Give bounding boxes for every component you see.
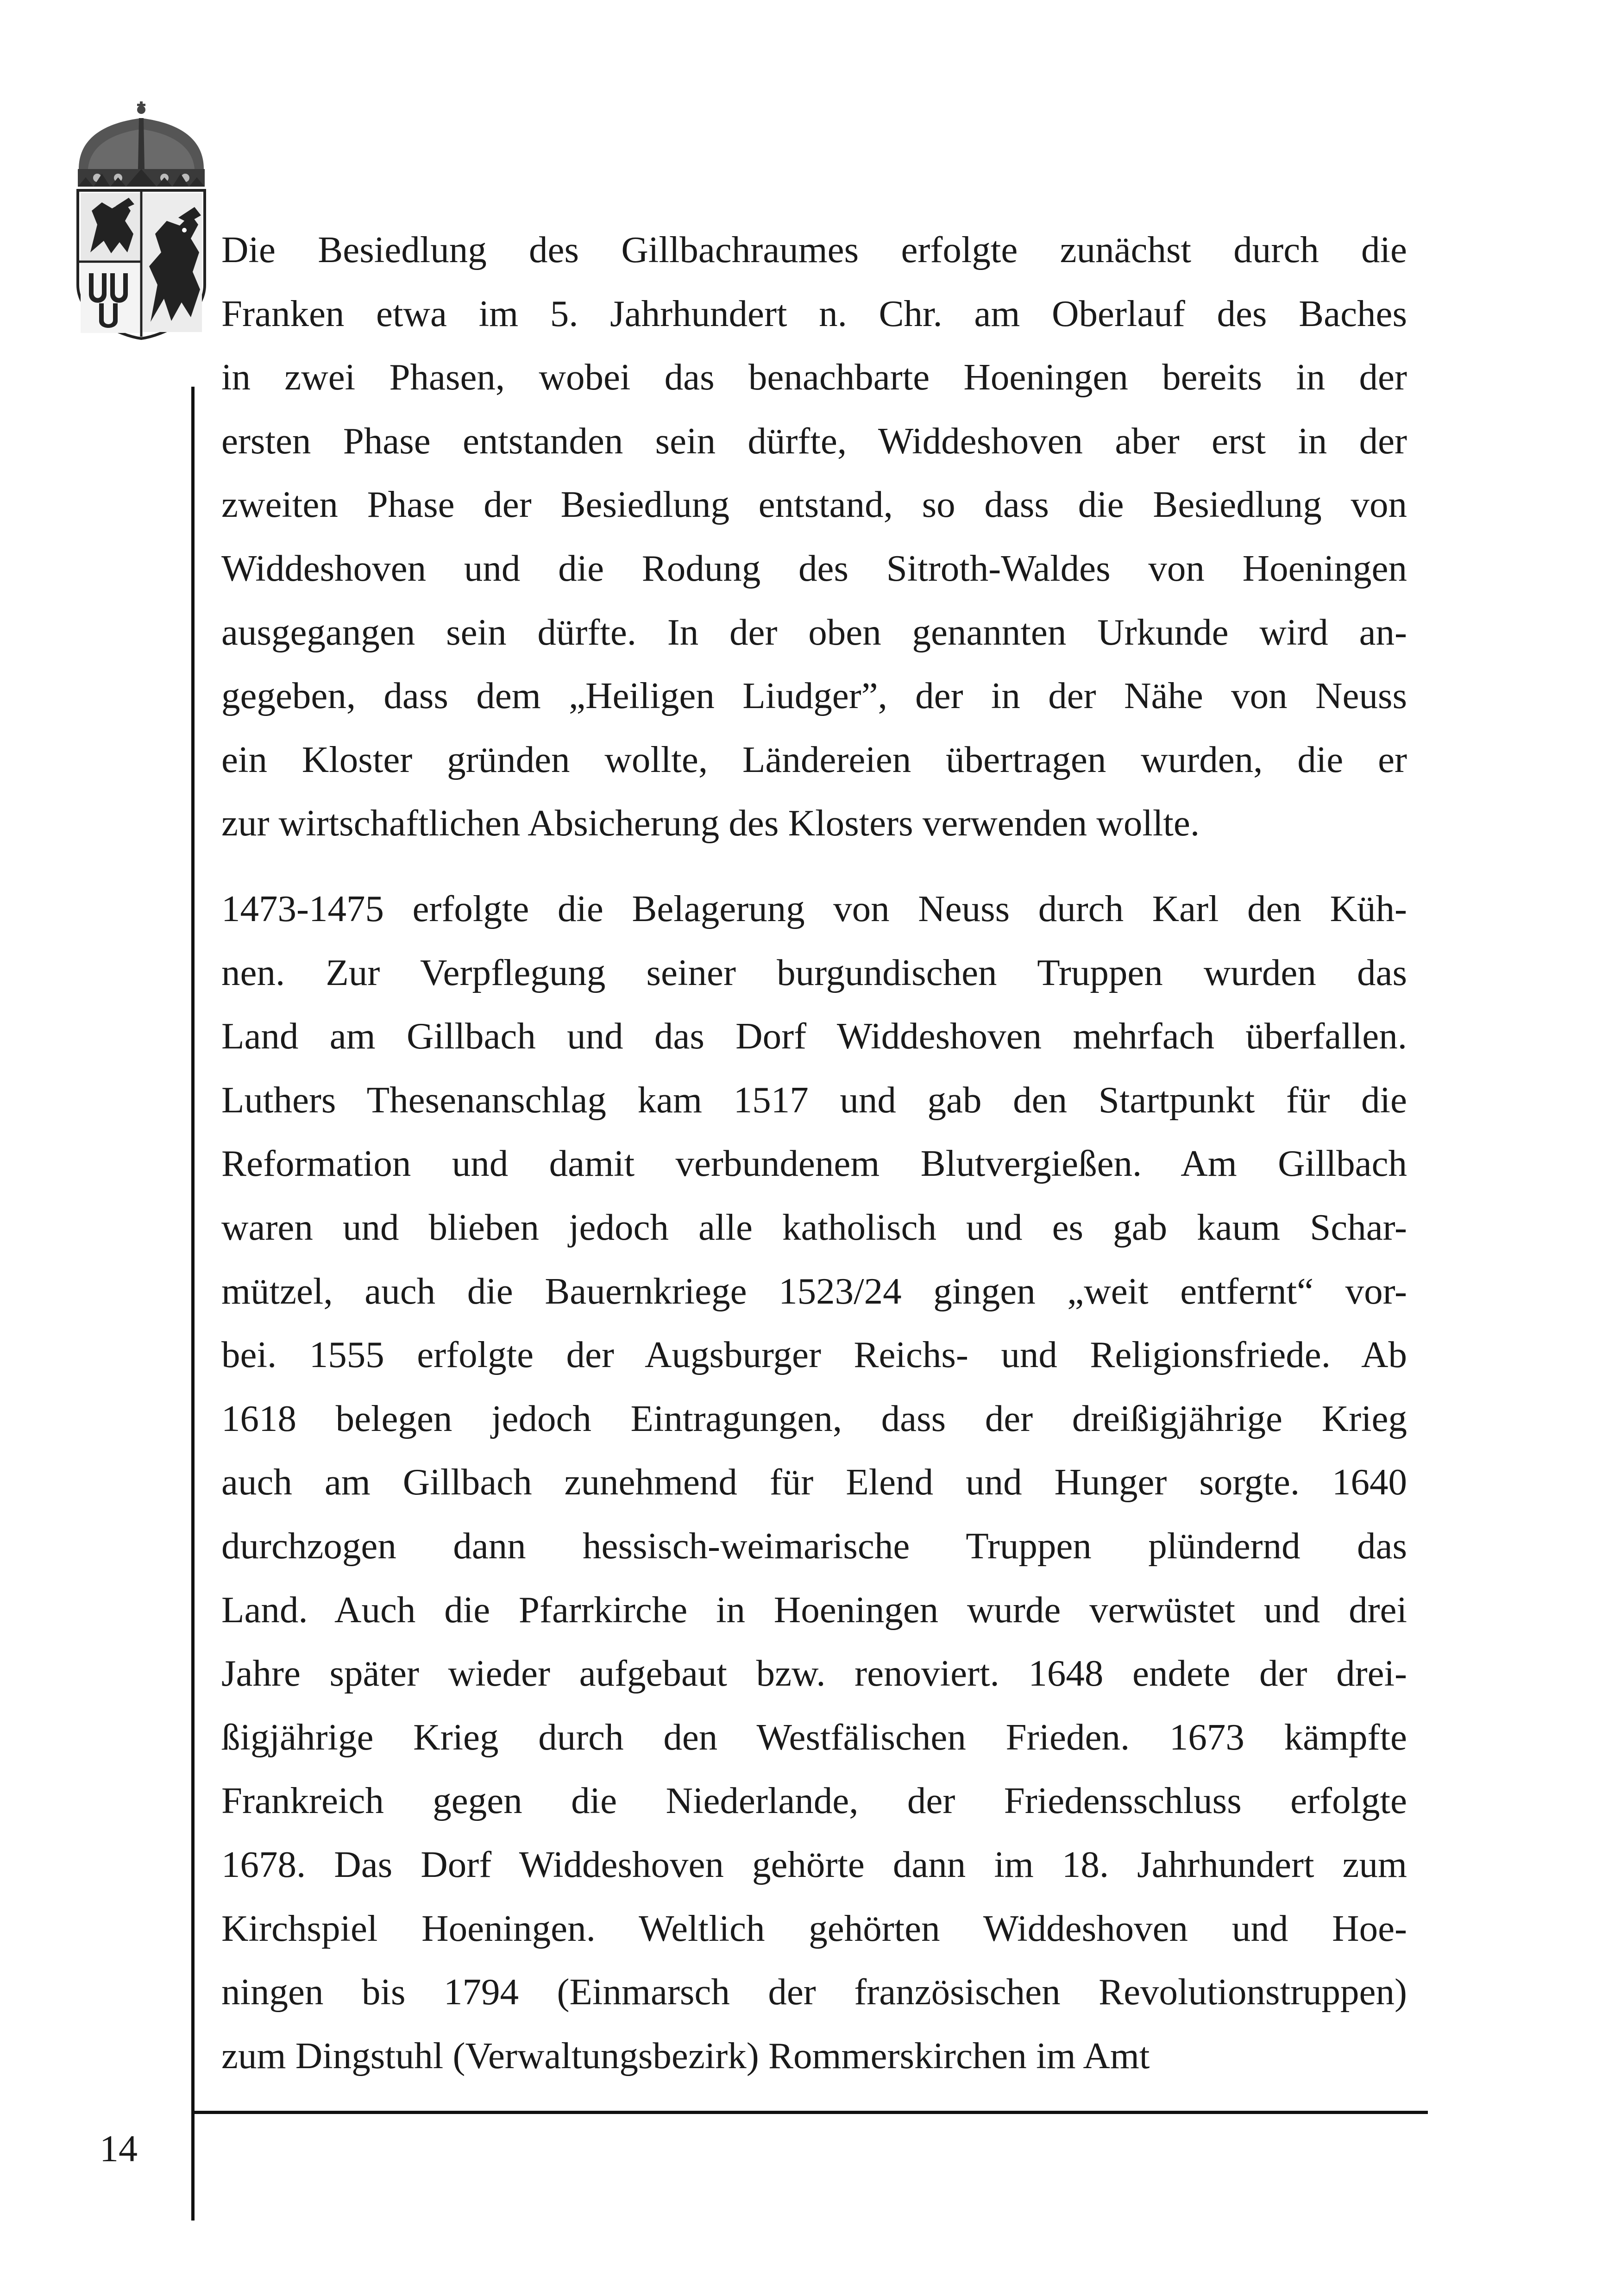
text-line: bei. 1555 erfolgte der Augsburger Reichs- und Religionsfriede. Ab — [221, 1334, 1407, 1376]
text-line: Land am Gillbach und das Dorf Widdeshoven mehrfach überfallen. — [221, 1015, 1407, 1057]
text-line: in zwei Phasen, wobei das benachbarte Hoeningen bereits in der — [221, 356, 1407, 398]
text-line: Franken etwa im 5. Jahrhundert n. Chr. am Oberlauf des Baches — [221, 292, 1407, 334]
text-line: nen. Zur Verpflegung seiner burgundischen Truppen wurden das — [221, 951, 1407, 993]
text-line: waren und blieben jedoch alle katholisch und es gab kaum Schar- — [221, 1206, 1407, 1248]
text-line: ausgegangen sein dürfte. In der oben genannten Urkunde wird an- — [221, 611, 1407, 653]
text-line: ßigjährige Krieg durch den Westfälischen Frieden. 1673 kämpfte — [221, 1716, 1407, 1758]
text-line: 1473-1475 erfolgte die Belagerung von Neuss durch Karl den Küh- — [221, 888, 1407, 929]
text-line: zweiten Phase der Besiedlung entstand, so dass die Besiedlung von — [221, 483, 1407, 526]
text-line: zur wirtschaftlichen Absicherung des Klosters verwenden wollte. — [221, 802, 1200, 844]
text-line: ersten Phase entstanden sein dürfte, Widdeshoven aber erst in der — [221, 420, 1407, 462]
text-line: Land. Auch die Pfarrkirche in Hoeningen wurde verwüstet und drei — [221, 1588, 1407, 1631]
text-line: Frankreich gegen die Niederlande, der Friedensschluss erfolgte — [221, 1780, 1407, 1822]
text-line: ein Kloster gründen wollte, Ländereien übertragen wurden, die er — [221, 738, 1407, 780]
text-line: mützel, auch die Bauernkriege 1523/24 gingen „weit entfernt“ vor- — [221, 1270, 1407, 1312]
text-line: 1678. Das Dorf Widdeshoven gehörte dann im 18. Jahrhundert zum — [221, 1843, 1407, 1885]
text-line: Kirchspiel Hoeningen. Weltlich gehörten Widdeshoven und Hoe- — [221, 1907, 1407, 1949]
text-line: gegeben, dass dem „Heiligen Liudger”, der in der Nähe von Neuss — [221, 675, 1407, 717]
text-line: Luthers Thesenanschlag kam 1517 und gab den Startpunkt für die — [221, 1079, 1407, 1121]
paragraph — [221, 877, 1407, 2088]
text-line: zum Dingstuhl (Verwaltungsbezirk) Rommerskirchen im Amt — [221, 2034, 1150, 2076]
text-line: Jahre später wieder aufgebaut bzw. renoviert. 1648 endete der drei- — [221, 1652, 1407, 1694]
paragraph — [221, 218, 1407, 855]
text-line: ningen bis 1794 (Einmarsch der französischen Revolutionstruppen) — [221, 1971, 1407, 2013]
footer-rule — [191, 2111, 1428, 2114]
text-line: Die Besiedlung des Gillbachraumes erfolgte zunächst durch die — [221, 229, 1407, 270]
coat-of-arms-icon — [69, 100, 213, 340]
text-line: Widdeshoven und die Rodung des Sitroth-Waldes von Hoeningen — [221, 547, 1407, 589]
page-number: 14 — [100, 2127, 138, 2170]
text-line: 1618 belegen jedoch Eintragungen, dass der dreißigjährige Krieg — [221, 1397, 1407, 1439]
text-line: auch am Gillbach zunehmend für Elend und Hunger sorgte. 1640 — [221, 1461, 1407, 1503]
text-line: Reformation und damit verbundenem Blutvergießen. Am Gillbach — [221, 1142, 1407, 1185]
vertical-margin-rule — [191, 387, 195, 2221]
text-line: durchzogen dann hessisch-weimarische Truppen plündernd das — [221, 1524, 1407, 1567]
